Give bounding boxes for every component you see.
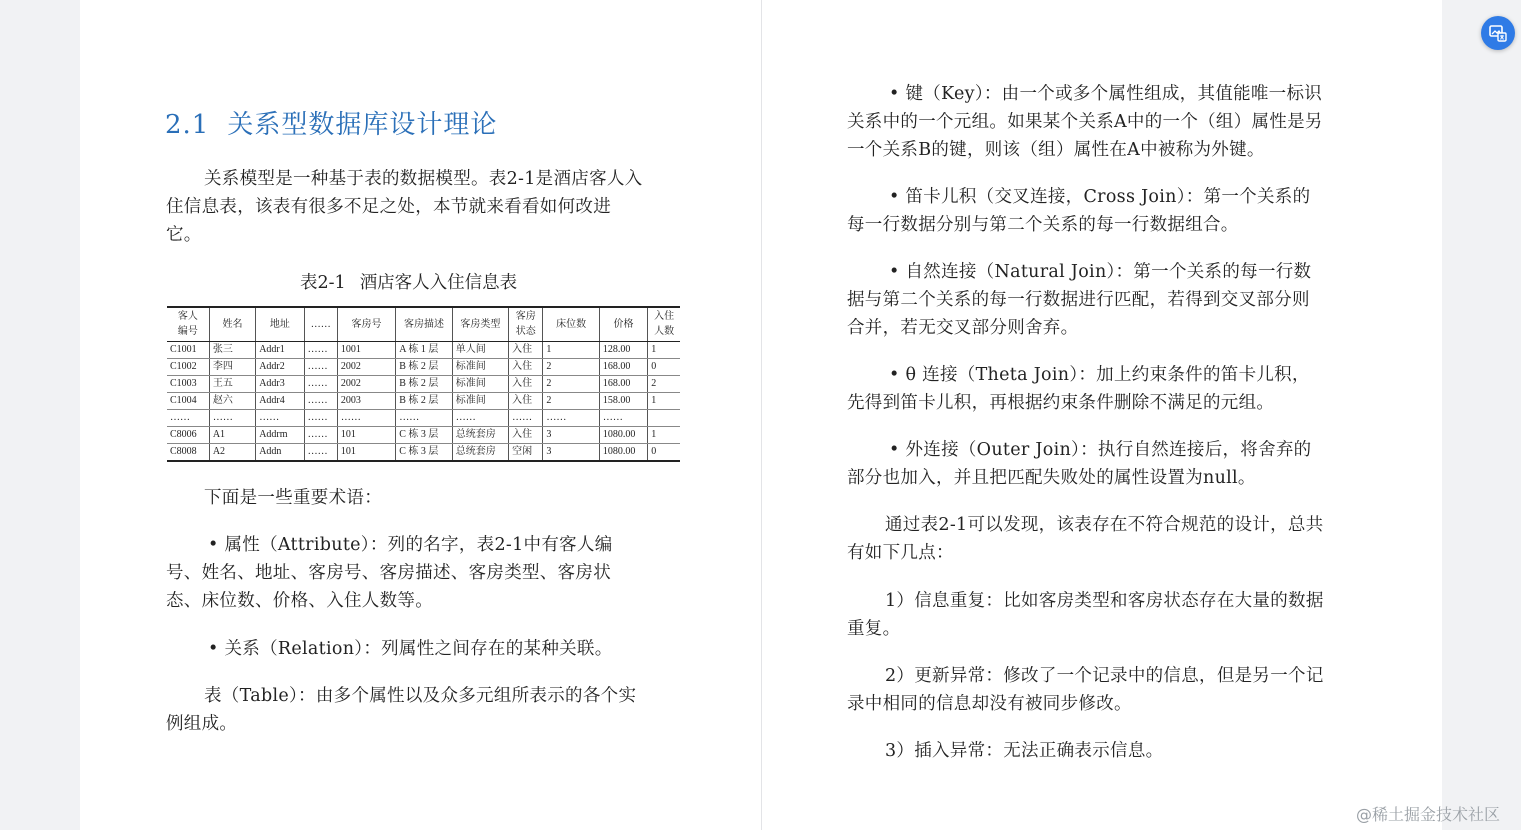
table-header-cell: [452, 307, 508, 341]
text-line: 1）信息重复：比如客房类型和客房状态存在大量的数据: [885, 591, 1324, 611]
terms-intro-paragraph: [166, 484, 382, 512]
header-text: 客人: [177, 311, 198, 323]
text-line: 部分也加入，并且把匹配失败处的属性设置为null。: [847, 468, 1256, 488]
table-cell: ……: [167, 409, 209, 426]
header-text: 客房: [515, 311, 536, 323]
table-cell: 赵六: [209, 392, 255, 409]
table-cell: 168.00: [599, 375, 647, 392]
table-cell: C8008: [167, 443, 209, 461]
table-cell: 0: [648, 443, 680, 461]
table-cell: 3: [543, 426, 599, 443]
table-cell: 2: [648, 375, 680, 392]
table-cell: C1001: [167, 341, 209, 358]
text-line: 它。: [166, 225, 202, 245]
table-cell: 空闲: [509, 443, 543, 461]
table-cell: 1001: [337, 341, 395, 358]
table-cell: 3: [543, 443, 599, 461]
text-line: 号、姓名、地址、客房号、客房描述、客房类型、客房状: [166, 563, 611, 583]
header-text: 编号: [177, 326, 198, 338]
table-header-cell: [167, 307, 209, 341]
table-header-cell: [256, 307, 304, 341]
table-cell: 标准间: [452, 392, 508, 409]
text-line: 每一行数据分别与第二个关系的每一行数据组合。: [847, 215, 1239, 235]
section-title: 关系型数据库设计理论: [227, 110, 498, 140]
table-cell: 标准间: [452, 358, 508, 375]
text-line: 录中相同的信息却没有被同步修改。: [847, 694, 1132, 714]
table-row: [167, 426, 680, 443]
table-cell: 标准间: [452, 375, 508, 392]
table-cell: 2002: [337, 375, 395, 392]
table-header-cell: [337, 307, 395, 341]
table-header-row: [167, 307, 680, 341]
table-cell: C 栋 3 层: [396, 443, 452, 461]
table-cell: ……: [599, 409, 647, 426]
hotel-guest-table: [167, 306, 680, 462]
table-row: [167, 358, 680, 375]
table-row: [167, 392, 680, 409]
text-line: 2）更新异常：修改了一个记录中的信息，但是另一个记: [885, 666, 1324, 686]
text-line: 重复。: [847, 619, 901, 639]
table-body: [167, 341, 680, 461]
table-cell: C1003: [167, 375, 209, 392]
table-cell: C 栋 3 层: [396, 426, 452, 443]
table-cell: 李四: [209, 358, 255, 375]
issue-duplicate-info: [847, 587, 1324, 643]
table-cell: ……: [304, 426, 337, 443]
key-definition: [847, 80, 1323, 164]
text-line: • 自然连接（Natural Join）：第一个关系的每一行数: [889, 262, 1312, 282]
table-cell: 1: [648, 341, 680, 358]
text-line: • 笛卡儿积（交叉连接，Cross Join）：第一个关系的: [889, 187, 1311, 207]
issue-insert-anomaly: [847, 737, 1163, 765]
table-caption-title: 酒店客人入住信息表: [359, 273, 518, 293]
document-page-right: [762, 0, 1442, 830]
table-cell: Addr3: [256, 375, 304, 392]
table-cell: 0: [648, 358, 680, 375]
table-cell: A2: [209, 443, 255, 461]
table-cell: 入住: [509, 375, 543, 392]
header-text: 地址: [269, 318, 290, 330]
text-line: 表（Table）：由多个属性以及众多元组所表示的各个实: [204, 686, 637, 706]
text-line: 关系模型是一种基于表的数据模型。表2-1是酒店客人入: [204, 169, 643, 189]
image-translate-icon: [1488, 23, 1508, 43]
table-cell: 入住: [509, 341, 543, 358]
text-line: 关系中的一个元组。如果某个关系A中的一个（组）属性是另: [847, 112, 1323, 132]
table-header-cell: [599, 307, 647, 341]
table-cell: 1: [543, 341, 599, 358]
watermark: @稀土掘金技术社区: [1356, 805, 1501, 824]
table-header-cell: [543, 307, 599, 341]
cross-join-definition: [847, 183, 1310, 239]
outer-join-definition: [847, 436, 1312, 492]
text-line: 据与第二个关系的每一行数据进行匹配，若得到交叉部分则: [847, 290, 1310, 310]
header-text: 客房号: [351, 318, 382, 330]
table-cell: 2002: [337, 358, 395, 375]
section-heading: [165, 104, 497, 141]
document-page-left: [80, 0, 761, 830]
header-text: 客房描述: [403, 318, 444, 330]
table-header-cell: [648, 307, 680, 341]
table-cell: ……: [304, 443, 337, 461]
table-cell: 2: [543, 392, 599, 409]
table-cell: 168.00: [599, 358, 647, 375]
table-cell: ……: [396, 409, 452, 426]
table-cell: A 栋 1 层: [396, 341, 452, 358]
header-text: 入住: [654, 311, 675, 323]
table-caption: [300, 269, 517, 294]
table-cell: ……: [304, 409, 337, 426]
table-cell: 1080.00: [599, 443, 647, 461]
summary-paragraph: [847, 511, 1323, 567]
text-line: 有如下几点：: [847, 543, 954, 563]
table-cell: A1: [209, 426, 255, 443]
table-row: [167, 443, 680, 461]
table-cell: 2003: [337, 392, 395, 409]
table-cell: 总统套房: [452, 426, 508, 443]
table-header-cell: [396, 307, 452, 341]
table-cell: 入住: [509, 426, 543, 443]
attribute-definition: [166, 531, 613, 615]
table-cell: ……: [337, 409, 395, 426]
header-text: 价格: [613, 318, 634, 330]
table-cell: 入住: [509, 392, 543, 409]
table-cell: 101: [337, 426, 395, 443]
text-line: 先得到笛卡儿积，再根据约束条件删除不满足的元组。: [847, 393, 1275, 413]
table-cell: B 栋 2 层: [396, 392, 452, 409]
text-line: 合并，若无交叉部分则舍弃。: [847, 318, 1079, 338]
table-cell: 单人间: [452, 341, 508, 358]
header-text: ……: [310, 318, 331, 330]
table-cell: 1: [648, 426, 680, 443]
table-cell: Addn: [256, 443, 304, 461]
section-number: 2.1: [165, 110, 210, 140]
text-line: • 关系（Relation）：列属性之间存在的某种关联。: [208, 639, 613, 659]
table-cell: 2: [543, 358, 599, 375]
table-cell: 158.00: [599, 392, 647, 409]
text-line: 3）插入异常：无法正确表示信息。: [885, 741, 1164, 761]
intro-paragraph: [166, 165, 642, 249]
table-header-cell: [509, 307, 543, 341]
text-line: 一个关系B的键，则该（组）属性在A中被称为外键。: [847, 140, 1265, 160]
table-header-cell: [209, 307, 255, 341]
table-cell: Addr2: [256, 358, 304, 375]
table-cell: C1002: [167, 358, 209, 375]
table-cell: ……: [304, 392, 337, 409]
table-cell: ……: [209, 409, 255, 426]
table-cell: 张三: [209, 341, 255, 358]
table-cell: ……: [304, 375, 337, 392]
table-cell: [648, 409, 680, 426]
table-cell: C8006: [167, 426, 209, 443]
theta-join-definition: [847, 361, 1310, 417]
table-cell: 128.00: [599, 341, 647, 358]
header-text: 状态: [515, 326, 536, 338]
table-cell: Addr1: [256, 341, 304, 358]
table-row: [167, 409, 680, 426]
table-cell: 101: [337, 443, 395, 461]
text-line: • 键（Key）：由一个或多个属性组成，其值能唯一标识: [889, 84, 1323, 104]
table-cell: C1004: [167, 392, 209, 409]
natural-join-definition: [847, 258, 1311, 342]
header-text: 客房类型: [460, 318, 501, 330]
table-cell: ……: [304, 358, 337, 375]
table-cell: ……: [543, 409, 599, 426]
table-cell: 总统套房: [452, 443, 508, 461]
text-line: 住信息表，该表有很多不足之处，本节就来看看如何改进: [166, 197, 611, 217]
table-cell: ……: [452, 409, 508, 426]
table-caption-number: 表2-1: [300, 273, 346, 293]
table-cell: ……: [256, 409, 304, 426]
table-cell: B 栋 2 层: [396, 358, 452, 375]
table-cell: 2: [543, 375, 599, 392]
issue-update-anomaly: [847, 662, 1324, 718]
text-line: 态、床位数、价格、入住人数等。: [166, 591, 433, 611]
header-text: 姓名: [222, 318, 243, 330]
text-line: • θ 连接（Theta Join）：加上约束条件的笛卡儿积，: [889, 365, 1310, 385]
table-header-cell: [304, 307, 337, 341]
text-line: 通过表2-1可以发现，该表存在不符合规范的设计，总共: [885, 515, 1324, 535]
text-line: 下面是一些重要术语：: [204, 488, 382, 508]
table-cell: Addrm: [256, 426, 304, 443]
text-line: • 外连接（Outer Join）：执行自然连接后，将舍弃的: [889, 440, 1312, 460]
text-line: 例组成。: [166, 714, 238, 734]
table-row: [167, 375, 680, 392]
header-text: 床位数: [556, 318, 587, 330]
table-cell: 入住: [509, 358, 543, 375]
header-text: 人数: [654, 326, 675, 338]
table-cell: 王五: [209, 375, 255, 392]
table-cell: 1: [648, 392, 680, 409]
text-line: • 属性（Attribute）：列的名字，表2-1中有客人编: [208, 535, 613, 555]
image-translate-button[interactable]: [1481, 16, 1515, 50]
relation-definition: [166, 635, 613, 663]
table-cell: ……: [509, 409, 543, 426]
table-cell: Addr4: [256, 392, 304, 409]
table-cell: 1080.00: [599, 426, 647, 443]
table-cell: ……: [304, 341, 337, 358]
table-row: [167, 341, 680, 358]
table-definition: [166, 682, 636, 738]
table-cell: B 栋 2 层: [396, 375, 452, 392]
